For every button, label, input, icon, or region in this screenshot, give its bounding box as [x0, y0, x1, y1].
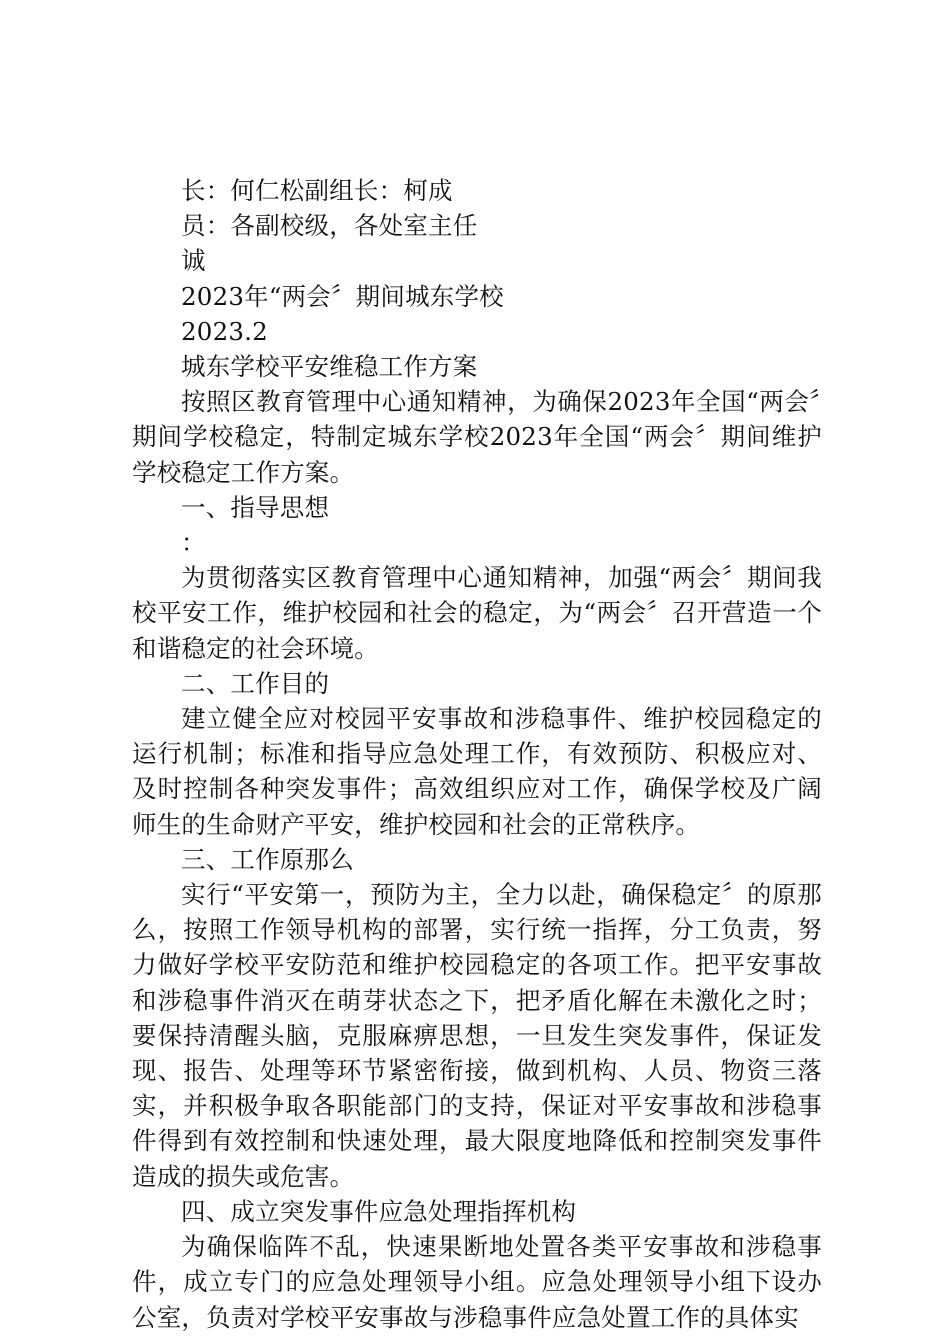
fragment-line: 诚: [181, 246, 206, 276]
member-line: 员：各副校级，各处室主任: [181, 211, 478, 241]
section-heading-1: 一、指导思想: [181, 492, 330, 522]
document-title: 城东学校平安维稳工作方案: [181, 352, 478, 382]
section-heading-2: 二、工作目的: [181, 668, 330, 698]
guiding-paragraph: 为贯彻落实区教育管理中心通知精神，加强“两会〞期间我校平安工作，维护校园和社会的稳定，为“两会〞召开营造一个和谐稳定的社会环境。: [132, 563, 822, 663]
organization-paragraph: 为确保临阵不乱，快速果断地处置各类平安事故和涉稳事件，成立专门的应急处理领导小组。应急处理领导小组下设办公室，负责对学校平安事故与涉稳事件应急处置工作的具体实: [132, 1232, 822, 1332]
date-line: 2023.2: [181, 316, 268, 346]
document-body: [132, 173, 822, 1335]
section-heading-4: 四、成立突发事件应急处理指挥机构: [181, 1196, 577, 1226]
section-heading-3: 三、工作原那么: [181, 844, 354, 874]
colon-line: ：: [181, 528, 206, 558]
principle-paragraph: 实行“平安第一，预防为主，全力以赴，确保稳定〞的原那么，按照工作领导机构的部署，实行统一指挥，分工负责，努力做好学校平安防范和维护校园稳定的各项工作。把平安事故和涉稳事件消灭在萌芽状态之下，把矛盾化解在未激化之时；要保持清醒头脑，克服麻痹思想，一旦发生突发事件，保证发现、报告、处理等环节紧密衔接，做到机构、人员、物资三落实，并积极争取各职能部门的支持，保证对平安事故和涉稳事件得到有效控制和快速处理，最大限度地降低和控制突发事件造成的损失或危害。: [132, 880, 822, 1191]
heading-line: 2023年“两会〞期间城东学校: [181, 281, 504, 311]
intro-paragraph: 按照区教育管理中心通知精神，为确保2023年全国“两会〞期间学校稳定，特制定城东学校2023年全国“两会〞期间维护学校稳定工作方案。: [132, 387, 822, 487]
goal-paragraph: 建立健全应对校园平安事故和涉稳事件、维护校园稳定的运行机制；标准和指导应急处理工作，有效预防、积极应对、及时控制各种突发事件；高效组织应对工作，确保学校及广阔师生的生命财产平安，维护校园和社会的正常秩序。: [132, 704, 822, 839]
leader-line: 长：何仁松副组长：柯成: [181, 176, 453, 205]
